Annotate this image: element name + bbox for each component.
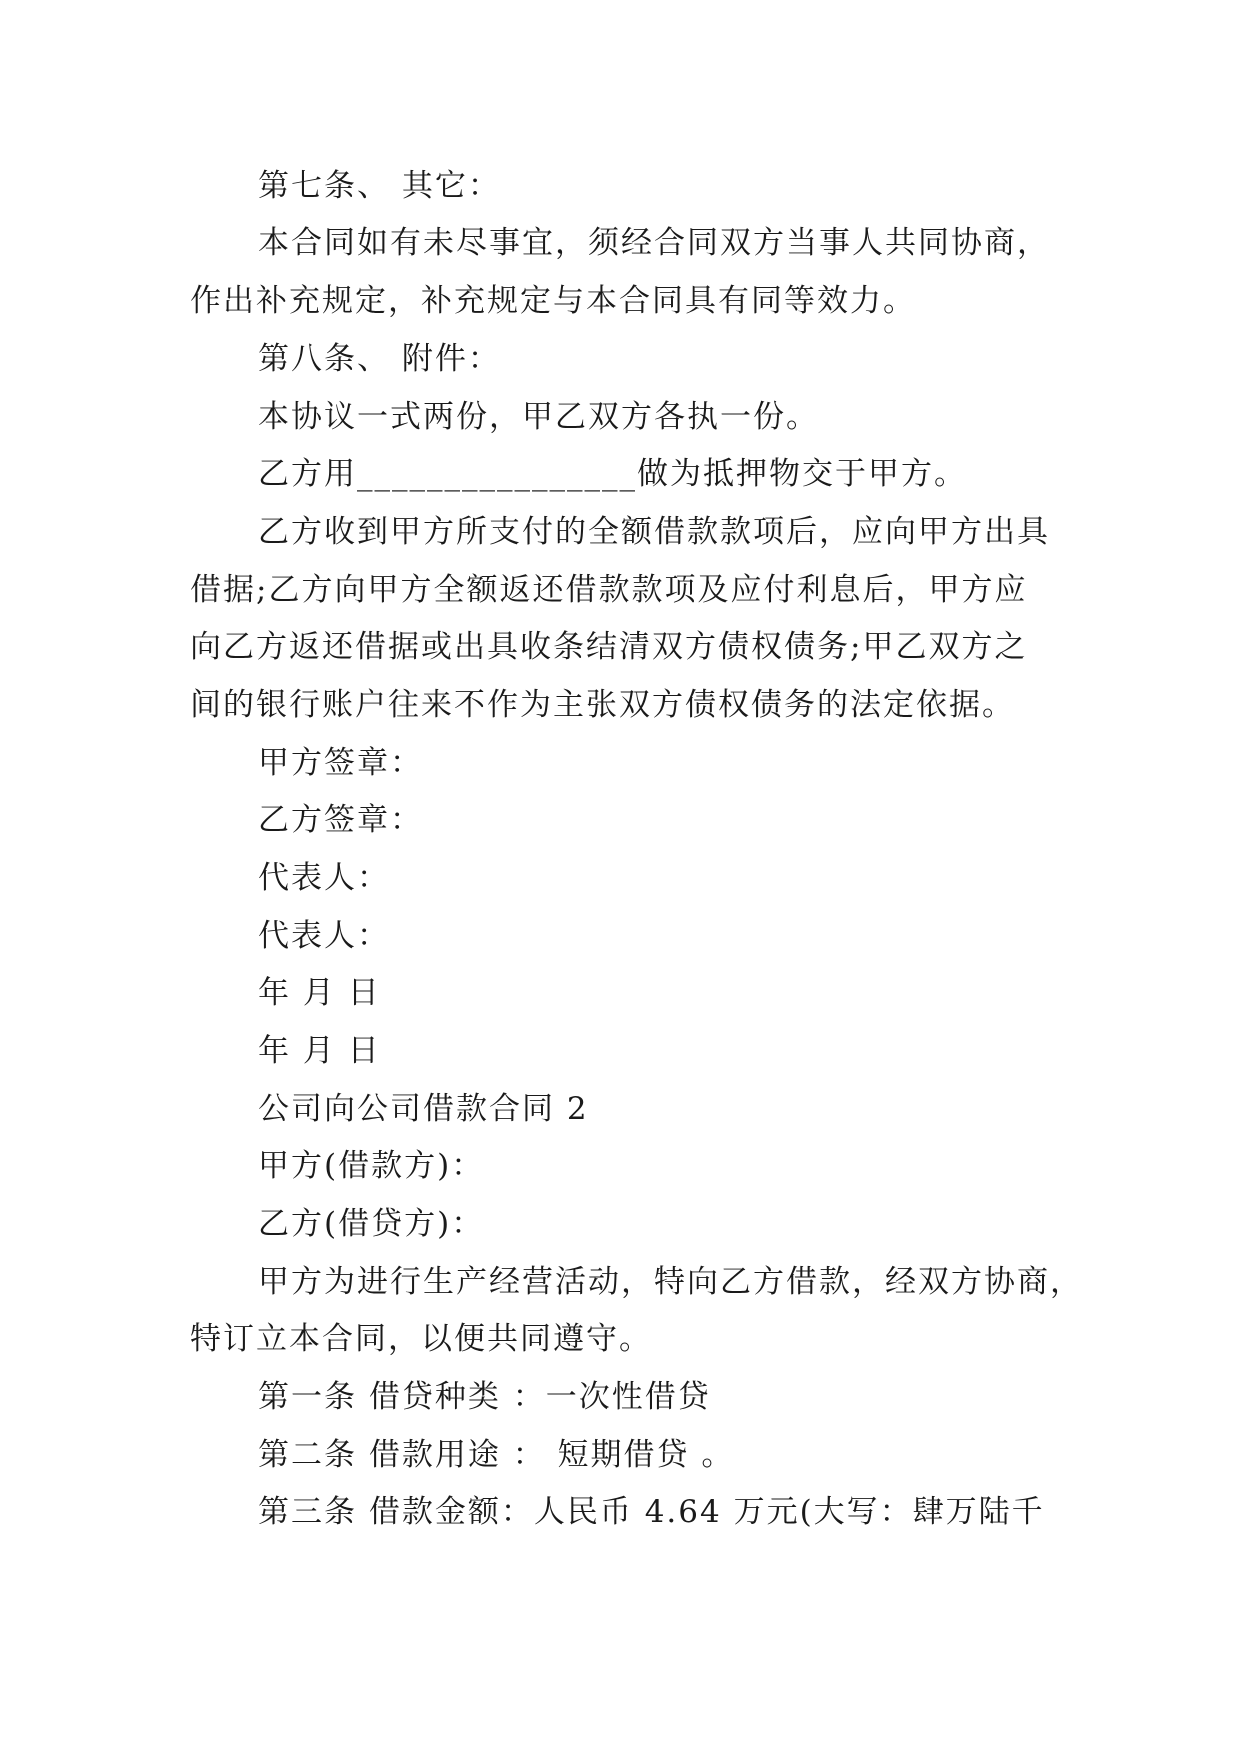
paragraph-line: 本合同如有未尽事宜，须经合同双方当事人共同协商， [258,225,1050,261]
paragraph-line: 向乙方返还借据或出具收条结清双方债权债务;甲乙双方之 [190,629,1028,665]
paragraph-line: 作出补充规定，补充规定与本合同具有同等效力。 [190,283,916,319]
article-8-heading: 第八条、 附件： [258,341,501,377]
article-2-line: 第二条 借款用途 ： 短期借贷 。 [258,1437,735,1473]
article-3-line: 第三条 借款金额：人民币 4.64 万元(大写：肆万陆千 [258,1494,1045,1530]
representative-label: 代表人： [258,860,390,896]
party-a-label: 甲方(借款方)： [258,1148,485,1184]
article-1-line: 第一条 借贷种类 ：一次性借贷 [258,1379,711,1415]
date-label: 年 月 日 [258,975,381,1011]
paragraph-line: 乙方收到甲方所支付的全额借款款项后，应向甲方出具 [258,514,1050,550]
party-b-signature-label: 乙方签章： [258,802,423,838]
article-7-heading: 第七条、 其它： [258,168,501,204]
paragraph-line: 本协议一式两份，甲乙双方各执一份。 [258,399,819,435]
paragraph-line: 借据;乙方向甲方全额返还借款款项及应付利息后，甲方应 [190,572,1028,608]
paragraph-line: 特订立本合同，以便共同遵守。 [190,1321,652,1357]
paragraph-line: 间的银行账户往来不作为主张双方债权债务的法定依据。 [190,687,1015,723]
contract-2-title: 公司向公司借款合同 2 [258,1091,589,1127]
date-label: 年 月 日 [258,1033,381,1069]
party-a-signature-label: 甲方签章： [258,745,423,781]
paragraph-line: 甲方为进行生产经营活动，特向乙方借款，经双方协商， [258,1264,1083,1300]
collateral-line: 乙方用________________做为抵押物交于甲方。 [258,456,967,492]
representative-label: 代表人： [258,918,390,954]
party-b-label: 乙方(借贷方)： [258,1206,485,1242]
